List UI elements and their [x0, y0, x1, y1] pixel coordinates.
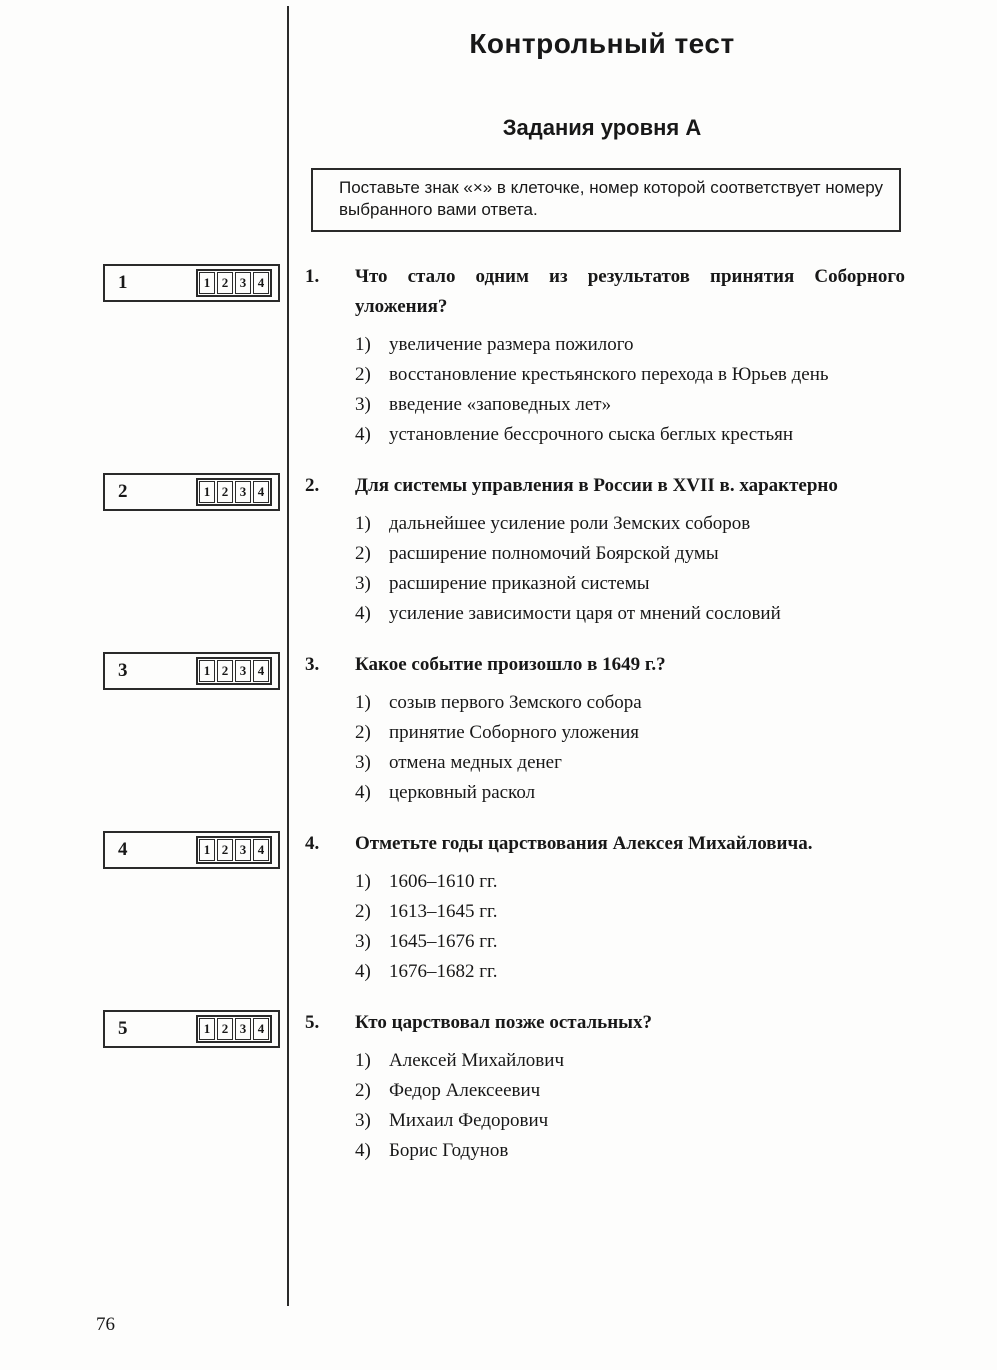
answer-cell[interactable]: 3 — [235, 660, 251, 682]
answer-cell-grid — [196, 836, 272, 864]
page-number: 76 — [96, 1314, 115, 1335]
answer-box — [103, 1010, 280, 1048]
option-text: восстановление крестьянского перехода в Юрьев день — [389, 363, 829, 385]
option-number: 4) — [355, 423, 371, 445]
questions-list — [0, 262, 997, 1166]
answer-option — [355, 390, 905, 420]
question-text: Кто царствовал позже остальных? — [355, 1011, 653, 1033]
option-number: 2) — [355, 721, 371, 743]
answer-cell[interactable]: 3 — [235, 481, 251, 503]
answer-cell[interactable]: 2 — [217, 1018, 233, 1040]
answer-option — [355, 1136, 905, 1166]
answer-cell-grid — [196, 657, 272, 685]
answer-cell[interactable]: 4 — [253, 272, 269, 294]
options-list — [355, 688, 905, 808]
answer-box — [103, 473, 280, 511]
page-header — [0, 0, 997, 232]
question-text: Отметьте годы царствования Алексея Михайловича. — [355, 832, 813, 854]
question-head — [305, 471, 905, 501]
question-number: 2. — [305, 474, 320, 496]
answer-option — [355, 957, 905, 987]
option-text: введение «заповедных лет» — [389, 393, 612, 415]
option-text: 1606–1610 гг. — [389, 870, 498, 892]
answer-box — [103, 264, 280, 302]
option-number: 3) — [355, 930, 371, 952]
option-text: Алексей Михайлович — [389, 1049, 564, 1071]
answer-option — [355, 539, 905, 569]
option-text: церковный раскол — [389, 781, 536, 803]
answer-option — [355, 927, 905, 957]
answer-box — [103, 831, 280, 869]
answer-box-question-number: 5 — [118, 1017, 128, 1039]
question-row — [0, 262, 997, 450]
option-number: 2) — [355, 900, 371, 922]
option-text: увеличение размера пожилого — [389, 333, 634, 355]
options-list — [355, 509, 905, 629]
question-row — [0, 471, 997, 629]
option-number: 1) — [355, 691, 371, 713]
answer-cell-grid — [196, 1015, 272, 1043]
option-text: усиление зависимости царя от мнений сословий — [389, 602, 781, 624]
answer-cell[interactable]: 1 — [199, 1018, 215, 1040]
answer-option — [355, 778, 905, 808]
answer-column — [0, 1008, 287, 1166]
option-number: 3) — [355, 393, 371, 415]
answer-option — [355, 599, 905, 629]
answer-box-question-number: 2 — [118, 480, 128, 502]
option-text: созыв первого Земского собора — [389, 691, 642, 713]
option-number: 2) — [355, 363, 371, 385]
option-number: 1) — [355, 512, 371, 534]
answer-column — [0, 829, 287, 987]
answer-cell[interactable]: 1 — [199, 272, 215, 294]
option-text: Борис Годунов — [389, 1139, 509, 1161]
option-text: отмена медных денег — [389, 751, 562, 773]
question-head — [305, 1008, 905, 1038]
answer-option — [355, 420, 905, 450]
option-text: установление бессрочного сыска беглых крестьян — [389, 423, 794, 445]
answer-option — [355, 509, 905, 539]
answer-cell[interactable]: 1 — [199, 839, 215, 861]
answer-option — [355, 897, 905, 927]
question-head — [305, 650, 905, 680]
option-number: 4) — [355, 781, 371, 803]
option-text: 1645–1676 гг. — [389, 930, 498, 952]
option-text: 1613–1645 гг. — [389, 900, 498, 922]
question-number: 5. — [305, 1011, 320, 1033]
answer-option — [355, 360, 905, 390]
instruction-box — [311, 168, 901, 232]
option-number: 1) — [355, 1049, 371, 1071]
question-text: Что стало одним из результатов принятия Соборного уложения? — [355, 265, 905, 317]
answer-cell-grid — [196, 478, 272, 506]
answer-cell[interactable]: 2 — [217, 272, 233, 294]
answer-option — [355, 569, 905, 599]
question-content — [287, 650, 997, 808]
instruction-text: Поставьте знак «×» в клеточке, номер которой соответствует номеру выбранного вами ответа. — [339, 178, 883, 220]
answer-column — [0, 471, 287, 629]
question-content — [287, 1008, 997, 1166]
answer-cell[interactable]: 4 — [253, 481, 269, 503]
question-head — [305, 262, 905, 322]
answer-cell[interactable]: 4 — [253, 1018, 269, 1040]
question-content — [287, 829, 997, 987]
question-row — [0, 829, 997, 987]
question-row — [0, 650, 997, 808]
answer-cell[interactable]: 1 — [199, 481, 215, 503]
answer-option — [355, 688, 905, 718]
answer-option — [355, 718, 905, 748]
option-number: 4) — [355, 1139, 371, 1161]
section-title: Задания уровня А — [502, 115, 702, 140]
answer-box — [103, 652, 280, 690]
answer-option — [355, 748, 905, 778]
option-text: Михаил Федорович — [389, 1109, 549, 1131]
option-number: 2) — [355, 542, 371, 564]
answer-option — [355, 330, 905, 360]
question-number: 3. — [305, 653, 320, 675]
option-number: 3) — [355, 1109, 371, 1131]
option-text: 1676–1682 гг. — [389, 960, 498, 982]
option-number: 2) — [355, 1079, 371, 1101]
answer-column — [0, 262, 287, 450]
answer-option — [355, 1046, 905, 1076]
answer-box-question-number: 3 — [118, 659, 128, 681]
option-number: 3) — [355, 751, 371, 773]
question-row — [0, 1008, 997, 1166]
option-number: 4) — [355, 960, 371, 982]
option-text: дальнейшее усиление роли Земских соборов — [389, 512, 751, 534]
page-title: Контрольный тест — [469, 28, 735, 59]
answer-cell[interactable]: 3 — [235, 1018, 251, 1040]
option-text: расширение полномочий Боярской думы — [389, 542, 719, 564]
answer-cell[interactable]: 2 — [217, 839, 233, 861]
answer-option — [355, 867, 905, 897]
option-text: принятие Соборного уложения — [389, 721, 640, 743]
answer-cell[interactable]: 1 — [199, 660, 215, 682]
question-number: 4. — [305, 832, 320, 854]
answer-box-question-number: 1 — [118, 271, 128, 293]
question-head — [305, 829, 905, 859]
answer-cell[interactable]: 4 — [253, 660, 269, 682]
question-content — [287, 262, 997, 450]
answer-option — [355, 1106, 905, 1136]
column-divider-line — [287, 6, 289, 1306]
answer-cell[interactable]: 3 — [235, 839, 251, 861]
answer-column — [0, 650, 287, 808]
option-text: расширение приказной системы — [389, 572, 650, 594]
options-list — [355, 1046, 905, 1166]
option-text: Федор Алексеевич — [389, 1079, 541, 1101]
answer-box-question-number: 4 — [118, 838, 128, 860]
answer-cell[interactable]: 3 — [235, 272, 251, 294]
option-number: 1) — [355, 870, 371, 892]
answer-cell-grid — [196, 269, 272, 297]
question-number: 1. — [305, 265, 320, 287]
question-text: Для системы управления в России в XVII в. характерно — [355, 474, 838, 496]
option-number: 4) — [355, 602, 371, 624]
option-number: 1) — [355, 333, 371, 355]
options-list — [355, 330, 905, 450]
answer-option — [355, 1076, 905, 1106]
option-number: 3) — [355, 572, 371, 594]
question-text: Какое событие произошло в 1649 г.? — [355, 653, 666, 675]
answer-cell[interactable]: 4 — [253, 839, 269, 861]
options-list — [355, 867, 905, 987]
answer-cell[interactable]: 2 — [217, 660, 233, 682]
answer-cell[interactable]: 2 — [217, 481, 233, 503]
question-content — [287, 471, 997, 629]
